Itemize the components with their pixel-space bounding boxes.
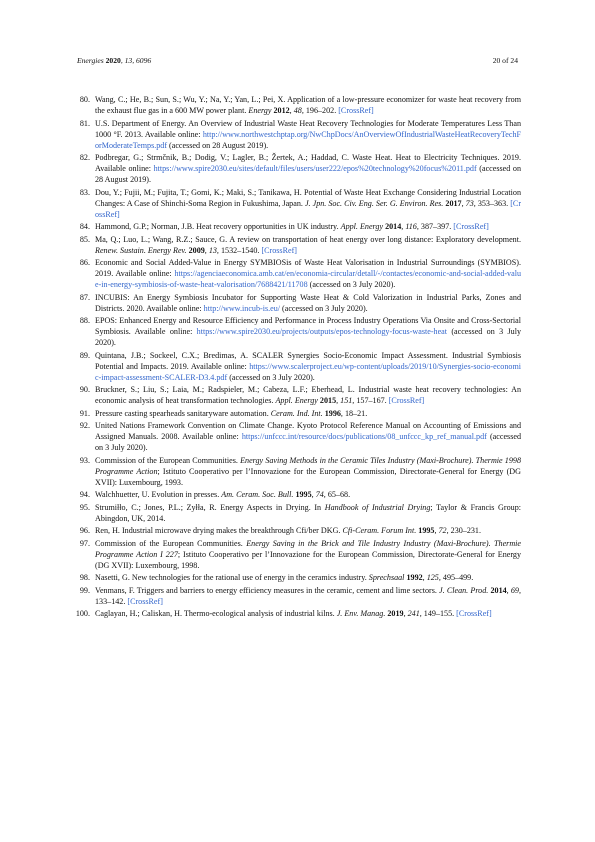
reference-item: [74, 221, 521, 232]
reference-link[interactable]: https://www.scalerproject.eu/wp-content/uploads/2019/10/Synergies-socio-economic-impact-assessment-SCALER-D3.4.pdf: [95, 361, 521, 382]
reference-italic: 74: [315, 490, 324, 499]
reference-segment: INCUBIS: An Energy Symbiosis Incubator for Supporting Waste Heat & Cold Valorization in Industrial Parks, Zones and Districts. 2020. Available online:: [95, 292, 521, 313]
reference-year: 1992: [406, 573, 423, 582]
reference-segment: , 196–202.: [301, 106, 339, 115]
reference-segment: U.S. Department of Energy. An Overview of Industrial Waste Heat Recovery Technologies for Moderate Temperatures Less Than 1000 °F. 2013. Available online:: [95, 118, 521, 139]
reference-number: 86.: [79, 258, 90, 267]
reference-segment: ,: [434, 526, 439, 535]
reference-text: [95, 503, 521, 523]
reference-item: [74, 608, 521, 619]
reference-link[interactable]: [CrossRef]: [388, 396, 425, 405]
reference-link[interactable]: https://agenciaeconomica.amb.cat/en/economia-circular/detall/-/contactes/economic-and-social-added-value-in-energy-symbiosis-of-waste-heat-valorisation/7688421/11708: [95, 269, 521, 289]
reference-number: 97.: [79, 538, 90, 548]
reference-number: 96.: [79, 526, 90, 535]
reference-segment: ,: [204, 245, 209, 255]
reference-link[interactable]: [CrossRef]: [261, 245, 297, 255]
reference-text: [95, 153, 521, 184]
reference-text: [95, 539, 521, 570]
reference-segment: ; Taylor & Francis Group: Abingdon, UK, 2014.: [95, 502, 521, 523]
page-number: 20 of 24: [492, 56, 518, 65]
reference-number: 83.: [79, 187, 90, 197]
reference-number: 81.: [79, 118, 90, 128]
reference-number: 99.: [79, 585, 90, 595]
reference-item: [74, 489, 521, 500]
reference-italic: Cfi-Ceram. Forum Int.: [342, 526, 417, 535]
reference-link[interactable]: https://unfccc.int/resource/docs/publications/08_unfccc_kp_ref_manual.pdf: [241, 432, 487, 441]
reference-year: 2014: [385, 222, 402, 231]
reference-number: 100.: [75, 609, 90, 618]
reference-item: [74, 292, 521, 314]
reference-segment: , 157–167.: [352, 396, 389, 405]
reference-link[interactable]: https://www.spire2030.eu/projects/outputs/epos-technology-focus-waste-heat: [196, 327, 447, 336]
reference-list: [74, 94, 521, 621]
reference-item: [74, 538, 521, 571]
reference-segment: Wang, C.; He, B.; Sun, S.; Wu, Y.; Na, Y.; Yan, L.; Pei, X. Application of a low-pressure economizer for waste heat recovery from the exhaust flue gas in a 600 MW power plant.: [95, 95, 521, 115]
reference-year: 2012: [273, 106, 290, 115]
journal-year: 2020: [105, 56, 121, 65]
reference-text: [95, 222, 489, 231]
reference-segment: Commission of the European Communities.: [95, 455, 241, 465]
journal-citation: [77, 56, 151, 65]
reference-year: 2017: [445, 198, 462, 208]
reference-item: [74, 420, 521, 453]
reference-text: [95, 235, 521, 255]
reference-italic: 151: [340, 396, 353, 405]
reference-text: [95, 188, 521, 219]
reference-segment: Commission of the European Communities.: [95, 538, 247, 548]
journal-name: Energies: [77, 56, 104, 65]
reference-italic: 73: [465, 198, 474, 208]
reference-segment: ,: [506, 585, 511, 595]
reference-segment: ,: [289, 106, 294, 115]
reference-italic: Energy Saving in the Brick and Tile Industry Industry (Maxi-Brochure). Thermie Programme Action I 227: [95, 538, 522, 559]
reference-segment: Venmans, F. Triggers and barriers to energy efficiency measures in the ceramic, cement and lime sectors.: [95, 585, 440, 595]
reference-number: 92.: [79, 421, 90, 430]
reference-segment: ,: [401, 222, 406, 231]
reference-text: [95, 490, 350, 499]
reference-item: [74, 502, 521, 524]
reference-italic: Appl. Energy: [275, 396, 318, 405]
reference-link[interactable]: [CrossRef]: [456, 609, 492, 618]
reference-item: [74, 455, 521, 488]
reference-item: [74, 408, 521, 419]
reference-text: [95, 95, 521, 115]
reference-segment: EPOS: Enhanced Energy and Resource Efficiency and Performance in Process Industry Operations Via Onsite and Cross-Sectorial Symbiosis. Available online:: [95, 316, 521, 336]
reference-segment: Caglayan, H.; Caliskan, H. Thermo-ecological analysis of industrial kilns.: [95, 609, 337, 618]
reference-segment: Pressure casting spearheads sanitaryware automation.: [95, 408, 271, 418]
reference-number: 90.: [79, 385, 90, 394]
reference-text: [95, 293, 521, 313]
reference-segment: ; Istituto Cooperativo per l’Innovazione for the European Commission, Directorate-General for Energy (DG XVII): Luxembourg, 1993.: [95, 466, 521, 487]
reference-italic: J. Env. Manag.: [336, 609, 386, 618]
reference-item: [74, 152, 521, 185]
reference-item: [74, 187, 521, 220]
reference-item: [74, 94, 521, 116]
reference-segment: (accessed on 3 July 2020).: [227, 372, 315, 382]
reference-segment: , 18–21.: [340, 408, 368, 418]
reference-text: [95, 526, 481, 535]
reference-link[interactable]: https://www.spire2030.eu/sites/default/files/users/user222/epos%20technology%20focus%2011.pdf: [153, 164, 477, 173]
reference-text: [95, 258, 521, 289]
reference-italic: Handbook of Industrial Drying: [324, 502, 431, 512]
reference-text: [95, 609, 492, 618]
reference-text: [95, 409, 367, 418]
reference-number: 94.: [79, 490, 90, 499]
reference-link[interactable]: http://www.northwestchptap.org/NwChpDocs/AnOverviewOfIndustrialWasteHeatRecoveryTechForModerateTemps.pdf: [95, 129, 521, 150]
reference-italic: Appl. Energy: [340, 222, 384, 231]
reference-text: [95, 586, 521, 606]
reference-italic: 116: [405, 222, 417, 231]
reference-item: [74, 572, 521, 583]
reference-segment: (accessed on 3 July 2020).: [307, 280, 396, 289]
reference-year: 2019: [387, 609, 404, 618]
reference-link[interactable]: [CrossRef]: [338, 106, 374, 115]
reference-segment: Ren, H. Industrial microwave drying makes the breakthrough Cfi/ber DKG.: [95, 526, 343, 535]
reference-segment: , 133–142.: [95, 585, 521, 606]
reference-text: [95, 421, 521, 452]
reference-number: 89.: [79, 350, 90, 360]
reference-text: [95, 119, 521, 150]
reference-italic: 125: [426, 573, 439, 582]
reference-item: [74, 257, 521, 290]
reference-segment: ,: [336, 396, 341, 405]
reference-number: 91.: [79, 408, 90, 418]
reference-number: 80.: [79, 95, 90, 104]
reference-italic: Energy Saving Methods in the Ceramic Tiles Industry (Maxi-Brochure). Thermie 1998 Programme Action: [95, 455, 521, 476]
reference-text: [95, 351, 521, 382]
reference-segment: Dou, Y.; Fujii, M.; Fujita, T.; Gomi, K.; Maki, S.; Tanikawa, H. Potential of Waste Heat Exchange Considering Industrial Location Changes: A Case of Shinchi-Soma Region in Fukushima, Japan.: [95, 187, 521, 208]
reference-year: 2014: [490, 585, 507, 595]
reference-italic: Ceram. Ind. Int.: [270, 408, 323, 418]
reference-segment: Nasetti, G. New technologies for the rational use of energy in the ceramics industry.: [95, 573, 369, 582]
reference-segment: , 495–499.: [438, 573, 474, 582]
reference-segment: Strumiłło, C.; Jones, P.L.; Zyłła, R. Energy Aspects in Drying. In: [95, 502, 325, 512]
reference-number: 87.: [79, 292, 90, 302]
reference-segment: Bruckner, S.; Liu, S.; Laia, M.; Radspieler, M.; Cabeza, L.F.; Eberhead, L. Industrial waste heat recovery technologies: An economic analysis of heat transformation technologies.: [95, 385, 521, 405]
reference-year: 1996: [324, 408, 341, 418]
reference-item: [74, 234, 521, 256]
reference-segment: United Nations Framework Convention on Climate Change. Kyoto Protocol Reference Manual on Accounting of Emissions and Assigned Manuals. 2008. Available online:: [95, 421, 521, 441]
reference-italic: 72: [438, 526, 447, 535]
reference-segment: , 149–155.: [419, 609, 457, 618]
reference-italic: Sprechsaal: [368, 573, 405, 582]
reference-segment: , 353–363.: [473, 198, 511, 208]
reference-italic: 241: [407, 609, 420, 618]
reference-text: [95, 456, 521, 487]
reference-year: 1995: [295, 490, 312, 499]
reference-italic: J. Clean. Prod.: [439, 585, 489, 595]
reference-link[interactable]: [CrossRef]: [95, 198, 522, 219]
reference-item: [74, 118, 521, 151]
reference-segment: , 230–231.: [446, 526, 481, 535]
reference-text: [95, 573, 473, 582]
reference-italic: Am. Ceram. Soc. Bull.: [221, 490, 294, 499]
reference-number: 82.: [79, 153, 90, 162]
reference-italic: Renew. Sustain. Energy Rev.: [95, 245, 187, 255]
reference-number: 88.: [79, 316, 90, 325]
reference-link[interactable]: [CrossRef]: [127, 596, 163, 606]
reference-segment: ,: [461, 198, 466, 208]
reference-italic: J. Jpn. Soc. Civ. Eng. Ser. G. Environ. Res.: [304, 198, 444, 208]
reference-segment: (accessed on 28 August 2019).: [167, 140, 269, 150]
reference-italic: 13: [208, 245, 217, 255]
reference-text: [95, 316, 521, 347]
reference-segment: , 65–68.: [323, 490, 351, 499]
reference-segment: Economic and Social Added-Value in Energy SYMBIOSis of Waste Heat Valorisation in Industrial Surroundings (SYMBIOS). 2019. Available online:: [95, 258, 521, 278]
reference-year: 2009: [188, 245, 205, 255]
reference-year: 2015: [319, 396, 337, 405]
reference-segment: Hammond, G.P.; Norman, J.B. Heat recovery opportunities in UK industry.: [95, 222, 341, 231]
reference-year: 1995: [418, 526, 435, 535]
reference-text: [95, 385, 521, 405]
reference-number: 85.: [79, 234, 90, 244]
reference-segment: ,: [422, 573, 427, 582]
reference-segment: , 387–397.: [416, 222, 454, 231]
reference-segment: ,: [403, 609, 408, 618]
reference-segment: (accessed on 28 August 2019).: [95, 164, 521, 184]
reference-number: 93.: [79, 455, 90, 465]
reference-item: [74, 585, 521, 607]
reference-segment: Ma, Q.; Luo, L.; Wang, R.Z.; Sauce, G. A review on transportation of heat energy over long distance: Exploratory development.: [95, 234, 521, 244]
reference-italic: Energy: [248, 106, 272, 115]
reference-item: [74, 350, 521, 383]
reference-segment: (accessed on 3 July 2020).: [95, 432, 521, 452]
reference-italic: 69: [510, 585, 519, 595]
reference-link[interactable]: http://www.incub-is.eu/: [203, 303, 281, 313]
reference-item: [74, 384, 521, 406]
page-header: [77, 56, 518, 68]
reference-item: [74, 315, 521, 348]
reference-segment: (accessed on 3 July 2020).: [95, 327, 521, 347]
journal-details: , 13, 6096: [120, 56, 152, 65]
reference-italic: 48: [293, 106, 302, 115]
reference-segment: Quintana, J.B.; Sockeel, C.X.; Bredimas, A. SCALER Synergies Socio-Economic Impact Assessment. Industrial Symbiosis Potential and Impacts. 2019. Available online:: [95, 350, 521, 371]
reference-number: 84.: [79, 222, 90, 231]
reference-segment: Podbregar, G.; Strmčnik, B.; Dodig, V.; Lagler, B.; Žertek, A.; Haddad, C. Waste Heat. Heat to Electricity Techniques. 2019. Available online:: [95, 153, 521, 173]
reference-number: 95.: [79, 502, 90, 512]
reference-segment: (accessed on 3 July 2020).: [280, 303, 368, 313]
reference-segment: ; Istituto Cooperativo per l’Innovazione for the European Commission, Directorate-General for Energy (DG XVII): Luxembourg, 1998.: [95, 549, 521, 570]
reference-item: [74, 525, 521, 536]
reference-segment: ,: [311, 490, 316, 499]
reference-segment: Walchhuetter, U. Evolution in presses.: [95, 490, 222, 499]
reference-segment: , 1532–1540.: [216, 245, 262, 255]
reference-number: 98.: [79, 573, 90, 582]
reference-link[interactable]: [CrossRef]: [453, 222, 489, 231]
